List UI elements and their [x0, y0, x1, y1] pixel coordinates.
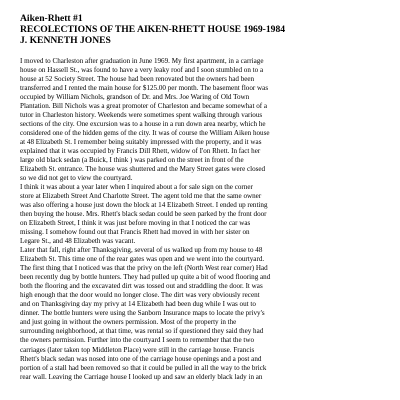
text-line: Elizabeth St. This time one of the rear gates was open and we went into the courtyard. [20, 255, 265, 264]
text-line: Elizabeth St. entrance. The house was shuttered and the Mary Street gates were closed [20, 165, 266, 174]
text-line: so we did not get to view the courtyard. [20, 174, 133, 183]
text-line: the owners permission. Further into the courtyard I seem to remember that the two [20, 336, 255, 345]
text-line: house on Hassell St., was found to have a very leaky roof and I soon stumbled on to a [20, 66, 264, 75]
document-author: J. KENNETH JONES [20, 34, 111, 46]
document-header [20, 14, 390, 46]
text-line: considered one of the hidden gems of the city. It was of course the William Aiken house [20, 129, 270, 138]
text-line: house at 52 Society Street. The house had been renovated but the owners had been [20, 75, 255, 84]
paragraph-1 [20, 57, 390, 183]
text-line: The first thing that I noticed was that the privy on the left (North West rear corner) Had [20, 264, 268, 273]
text-line: tutor in Charleston history. Weekends were sometimes spent walking through various [20, 111, 263, 120]
text-line: dinner. The bottle hunters were using the Sanborn Insurance maps to locate the privy's [20, 309, 265, 318]
text-line: on Elizabeth Street, I think it was just before moving in that I noticed the car was [20, 219, 251, 228]
text-line: store at Elizabeth Street And Charlotte Street. The agent told me that the same owner [20, 192, 262, 201]
text-line: both the flooring and the excavated dirt was tossed out and straddling the door. It was [20, 282, 263, 291]
text-line: I moved to Charleston after graduation in June 1969. My first apartment, in a carriage [20, 57, 264, 65]
text-line: been recently dug by bottle hunters. They had pulled up quite a bit of wood flooring and [20, 273, 271, 282]
text-line: large old black sedan (a Buick, I think ) was parked on the street in front of the [20, 156, 244, 165]
document-body [20, 57, 390, 382]
text-line: Later that fall, right after Thanksgiving, several of us walked up from my house to 48 [20, 246, 263, 255]
document-title: RECOLECTIONS OF THE AIKEN-RHETT HOUSE 1969-1984 [20, 23, 286, 35]
text-line: occupied by William Nichols, grandson of Dr. and Mrs. Joe Waring of Old Town [20, 93, 250, 102]
text-line: then buying the house. Mrs. Rhett's black sedan could be seen parked by the front door [20, 210, 267, 219]
text-line: I think it was about a year later when I inquired about a for sale sign on the corner [20, 183, 253, 192]
text-line: rear wall. Leaving the Carriage house I looked up and saw an elderly black lady in an [20, 372, 263, 381]
text-line: transferred and I rented the main house for $125.00 per month. The basement floor was [20, 84, 269, 93]
text-line: Rhett's black sedan was nosed into one of the carriage house openings and a post and [20, 354, 262, 363]
text-line: at 48 Elizabeth St. I remember being suitably impressed with the property, and it was [20, 138, 262, 147]
text-line: portion of a stall had been removed so that it could be pulled in all the way to the brick [20, 363, 267, 372]
text-line: Plantation. Bill Nichols was a great promoter of Charleston and became somewhat of a [20, 102, 268, 111]
text-line: high enough that the door would no longer close. The dirt was very obviously recent [20, 291, 260, 300]
paragraph-3 [20, 246, 390, 381]
text-line: and on Thanksgiving day my privy at 14 Elizabeth had been dug while I was out to [20, 300, 256, 309]
text-line: Legare St., and 48 Elizabeth was vacant. [20, 237, 136, 246]
text-line: and just going in without the owners permission. Most of the property in the [20, 318, 237, 327]
paragraph-2 [20, 183, 390, 246]
text-line: sections of the city. One excursion was to a house in a run down area nearby, which he [20, 120, 266, 129]
text-line: explained that it was occupied by Francis Dill Rhett, widow of I'on Rhett. In fact her [20, 147, 261, 156]
text-line: surrounding neighborhood, at that time, was rental so if questioned they said they had [20, 327, 264, 336]
document-label: Aiken-Rhett #1 [20, 13, 83, 24]
text-line: carriages (later taken top Middleton Place) were still in the carriage house. Francis [20, 345, 255, 354]
text-line: missing. I somehow found out that Francis Rhett had moved in with her sister on [20, 228, 250, 237]
text-line: was also offering a house just down the block at 14 Elizabeth Street. I ended up renting [20, 201, 268, 210]
